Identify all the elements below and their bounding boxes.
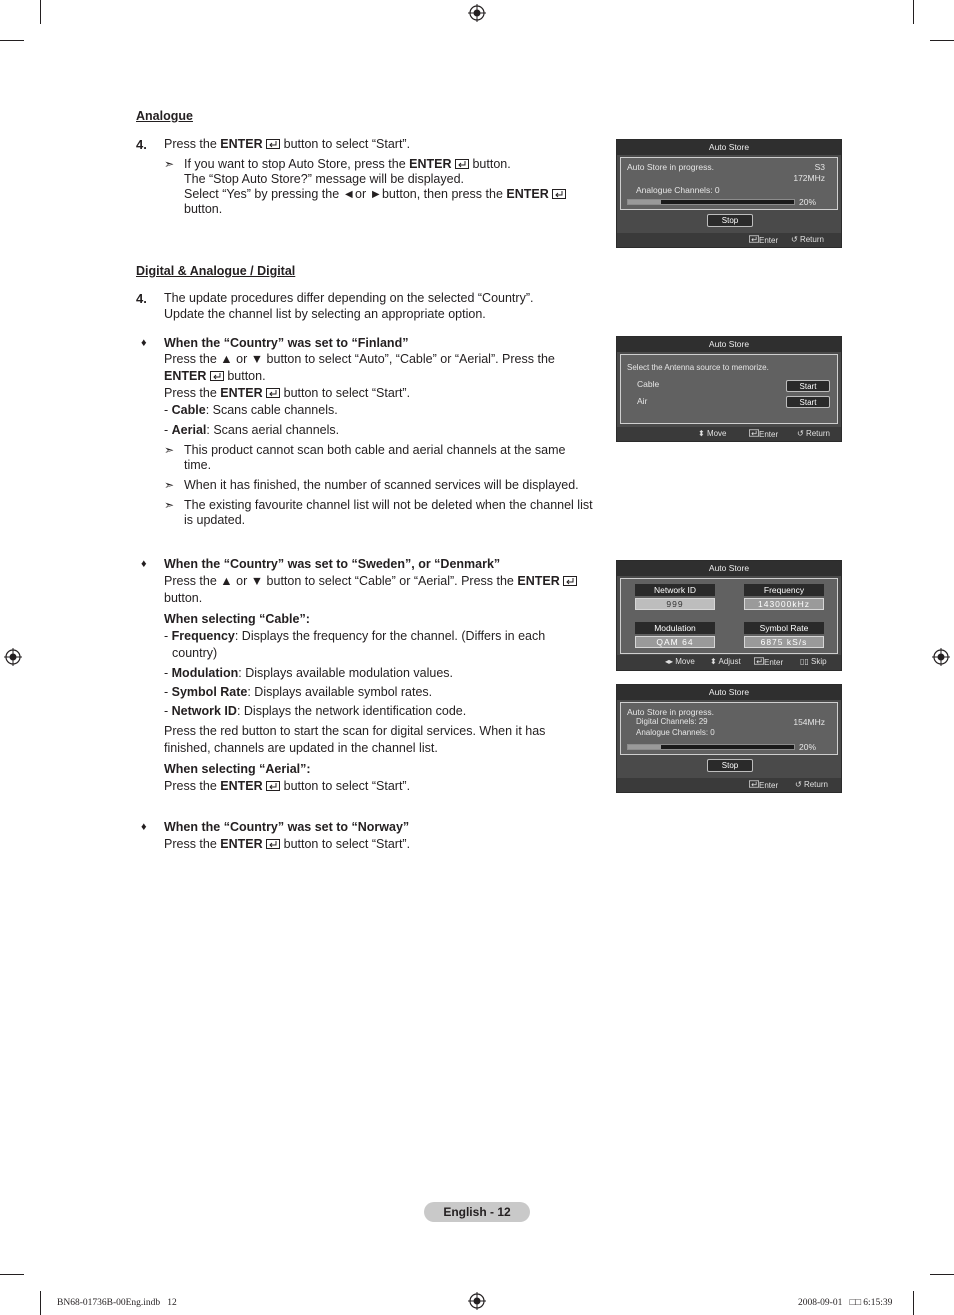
note-line: The “Stop Auto Store?” message will be displayed.: [184, 172, 465, 186]
enter-icon: [210, 371, 224, 381]
return-icon: ↺: [797, 429, 804, 438]
osd-title: Auto Store: [617, 685, 841, 700]
osd-footer: [617, 778, 841, 792]
enter-icon: [266, 139, 280, 149]
progress-bar: [627, 744, 795, 750]
subsection-title: When the “Country” was set to “Norway”: [164, 820, 410, 834]
file-slug: BN68-01736B-00Eng.indb 12: [57, 1298, 177, 1308]
progress-bar: [627, 199, 795, 205]
status-text: Auto Store in progress.: [627, 707, 714, 717]
channel-text: S3: [814, 162, 825, 172]
digital-count: Digital Channels: 29: [636, 717, 708, 726]
note-line: If you want to stop Auto Store, press the ENTER button.: [184, 157, 511, 171]
adjust-hint: ⬍ Adjust: [710, 657, 741, 666]
enter-icon: [455, 159, 469, 169]
crop-mark: [930, 40, 954, 41]
registration-mark-icon: [468, 4, 486, 22]
option-line: country): [172, 646, 218, 660]
return-hint: ↺ Return: [795, 780, 828, 789]
page-number: English - 12: [424, 1202, 530, 1222]
osd-cable-settings: [616, 560, 842, 671]
osd-title: Auto Store: [617, 337, 841, 352]
note-arrow-icon: ➣: [164, 478, 175, 492]
note-arrow-icon: ➣: [164, 498, 175, 512]
note-line: Select “Yes” by pressing the ◄or ►button, then press the ENTER: [184, 187, 566, 203]
frequency-field[interactable]: 143000kHz: [744, 598, 824, 610]
modulation-label: Modulation: [635, 622, 715, 634]
registration-mark-icon: [4, 648, 22, 666]
instruction-line: Press the ENTER button to select “Start”.: [164, 137, 411, 151]
cable-label: Cable: [637, 379, 660, 389]
option-line: - Modulation: Displays available modulation values.: [164, 666, 453, 680]
note-arrow-icon: ➣: [164, 443, 175, 457]
step-number: 4.: [136, 137, 147, 152]
option-line: - Symbol Rate: Displays available symbol rates.: [164, 685, 433, 699]
return-hint: ↺ Return: [791, 235, 824, 244]
progress-label: 20%: [799, 742, 817, 752]
step-number: 4.: [136, 291, 147, 306]
registration-mark-icon: [932, 648, 950, 666]
return-icon: ↺: [791, 235, 798, 244]
instruction-line: finished, channels are updated in the channel list.: [164, 741, 438, 755]
instruction-line: Press the ▲ or ▼ button to select “Auto”, “Cable” or “Aerial”. Press the: [164, 352, 555, 366]
note-line: button.: [184, 202, 223, 216]
instruction-line: button.: [164, 591, 203, 605]
analogue-count: Analogue Channels: 0: [636, 728, 715, 737]
option-line: - Network ID: Displays the network identification code.: [164, 704, 467, 718]
note-line: The existing favourite channel list will not be deleted when the channel list: [184, 498, 593, 512]
osd-body: [620, 354, 838, 424]
symbol-rate-label: Symbol Rate: [744, 622, 824, 634]
osd-footer: [617, 655, 841, 670]
osd-antenna-source: [616, 336, 842, 442]
note-line: is updated.: [184, 513, 246, 527]
osd-footer: [617, 427, 841, 441]
move-hint: ⬍ Move: [698, 429, 727, 438]
enter-hint: Enter: [749, 235, 778, 246]
enter-icon: [563, 576, 577, 586]
instruction-line: Press the red button to start the scan for digital services. When it has: [164, 724, 546, 738]
instruction-line: Update the channel list by selecting an appropriate option.: [164, 307, 486, 321]
crop-mark: [40, 1291, 41, 1315]
updown-arrow-icon: ⬍: [710, 657, 717, 666]
air-start-button[interactable]: Start: [786, 396, 830, 408]
enter-icon: [749, 429, 759, 437]
osd-auto-store-analogue: [616, 139, 842, 248]
symbol-rate-field[interactable]: 6875 kS/s: [744, 636, 824, 648]
leftright-arrow-icon: ◂▸: [665, 657, 674, 666]
status-text: Auto Store in progress.: [627, 162, 714, 172]
bullet-diamond-icon: ♦: [141, 558, 147, 570]
enter-icon: [552, 189, 566, 199]
option-line: - Cable: Scans cable channels.: [164, 403, 338, 417]
progress-fill: [628, 200, 661, 204]
frequency-label: Frequency: [744, 584, 824, 596]
osd-auto-store-digital: [616, 684, 842, 793]
enter-hint: Enter: [754, 657, 783, 668]
instruction-line: Press the ENTER button to select “Start”.: [164, 837, 411, 851]
osd-title: Auto Store: [617, 561, 841, 576]
modulation-field[interactable]: QAM 64: [635, 636, 715, 648]
enter-icon: [266, 388, 280, 398]
crop-mark: [930, 1274, 954, 1275]
air-label: Air: [637, 396, 648, 406]
stop-button[interactable]: Stop: [707, 214, 753, 227]
instruction-line: Press the ENTER button to select “Start”.: [164, 779, 411, 793]
enter-icon: [266, 781, 280, 791]
stop-button[interactable]: Stop: [707, 759, 753, 772]
prompt-text: Select the Antenna source to memorize.: [627, 363, 769, 372]
osd-body: [620, 157, 838, 210]
subheading-cable: When selecting “Cable”:: [164, 612, 310, 626]
enter-icon: [266, 839, 280, 849]
note-arrow-icon: ➣: [164, 157, 175, 171]
return-hint: ↺ Return: [797, 429, 830, 438]
frequency-text: 154MHz: [793, 717, 825, 727]
osd-footer: [617, 233, 841, 247]
crop-mark: [913, 1291, 914, 1315]
bullet-diamond-icon: ♦: [141, 337, 147, 349]
subsection-title: When the “Country” was set to “Sweden”, or “Denmark”: [164, 557, 501, 571]
enter-icon: [754, 657, 764, 665]
instruction-line: Press the ENTER button to select “Start”.: [164, 386, 411, 400]
osd-body: [620, 578, 838, 654]
note-line: This product cannot scan both cable and aerial channels at the same: [184, 443, 566, 457]
heading-analogue: Analogue: [136, 109, 193, 123]
frequency-text: 172MHz: [793, 173, 825, 183]
enter-icon: [749, 780, 759, 788]
bullet-diamond-icon: ♦: [141, 821, 147, 833]
note-line: time.: [184, 458, 212, 472]
progress-fill: [628, 745, 661, 749]
progress-label: 20%: [799, 197, 817, 207]
analogue-count: Analogue Channels: 0: [636, 185, 720, 195]
option-line: - Frequency: Displays the frequency for the channel. (Differs in each: [164, 629, 546, 643]
crop-mark: [0, 40, 24, 41]
network-id-field[interactable]: 999: [635, 598, 715, 610]
osd-title: Auto Store: [617, 140, 841, 155]
crop-mark: [913, 0, 914, 24]
skip-hint: ▯▯ Skip: [800, 657, 827, 666]
move-hint: ◂▸ Move: [665, 657, 695, 666]
enter-hint: Enter: [749, 429, 778, 440]
registration-mark-icon: [468, 1292, 486, 1310]
instruction-line: The update procedures differ depending on the selected “Country”.: [164, 291, 534, 305]
note-line: When it has finished, the number of scanned services will be displayed.: [184, 478, 579, 492]
skip-icon: ▯▯: [800, 657, 809, 666]
subheading-aerial: When selecting “Aerial”:: [164, 762, 311, 776]
updown-arrow-icon: ⬍: [698, 429, 705, 438]
option-line: - Aerial: Scans aerial channels.: [164, 423, 340, 437]
return-icon: ↺: [795, 780, 802, 789]
enter-icon: [749, 235, 759, 243]
network-id-label: Network ID: [635, 584, 715, 596]
crop-mark: [40, 0, 41, 24]
date-slug: 2008-09-01 □□ 6:15:39: [798, 1298, 893, 1308]
crop-mark: [0, 1274, 24, 1275]
enter-hint: Enter: [749, 780, 778, 791]
instruction-line: Press the ▲ or ▼ button to select “Cable” or “Aerial”. Press the ENTER: [164, 574, 577, 590]
cable-start-button[interactable]: Start: [786, 380, 830, 392]
subsection-title: When the “Country” was set to “Finland”: [164, 336, 409, 350]
osd-body: [620, 702, 838, 755]
heading-digital: Digital & Analogue / Digital: [136, 264, 296, 278]
instruction-line: ENTER button.: [164, 369, 266, 383]
